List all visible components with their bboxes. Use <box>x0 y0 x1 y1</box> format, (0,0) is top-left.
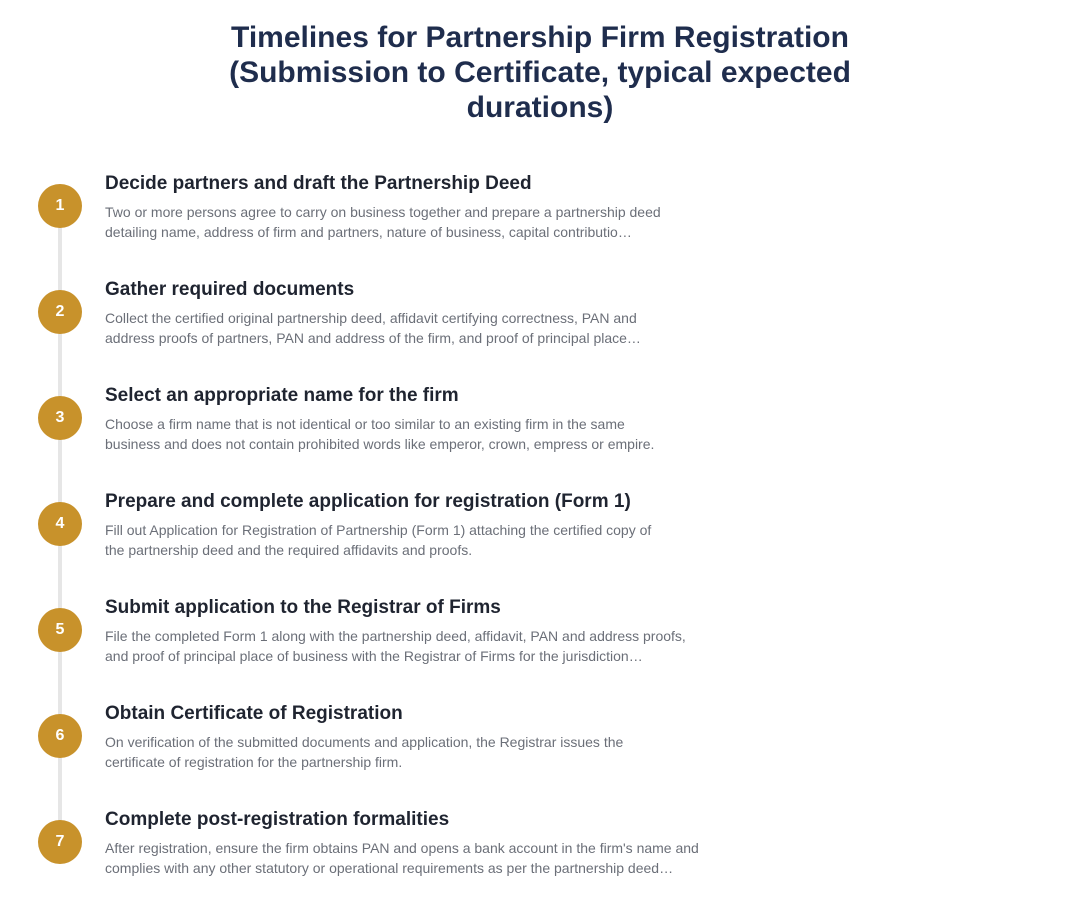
title-line: Timelines for Partnership Firm Registration <box>231 21 849 54</box>
timeline-step-5 <box>0 596 1080 676</box>
timeline-step-1 <box>0 172 1080 252</box>
step-title: Prepare and complete application for registration (Form 1) <box>105 491 631 512</box>
step-description <box>105 308 745 348</box>
step-description-line: Fill out Application for Registration of Partnership (Form 1) attaching the certified copy of <box>105 522 652 538</box>
step-description-line: detailing name, address of firm and partners, nature of business, capital contributio… <box>105 224 632 240</box>
step-description <box>105 202 745 242</box>
step-description-line: Two or more persons agree to carry on business together and prepare a partnership deed <box>105 204 661 220</box>
step-title: Decide partners and draft the Partnership Deed <box>105 173 532 194</box>
step-number-badge: 4 <box>38 502 82 546</box>
timeline-step-3 <box>0 384 1080 464</box>
step-description-line: complies with any other statutory or operational requirements as per the partnership deed… <box>105 860 674 876</box>
step-number-badge: 3 <box>38 396 82 440</box>
step-description-line: On verification of the submitted documents and application, the Registrar issues the <box>105 734 624 750</box>
step-description <box>105 520 745 560</box>
step-title: Complete post-registration formalities <box>105 809 450 830</box>
step-description-line: business and does not contain prohibited words like emperor, crown, empress or empire. <box>105 436 655 452</box>
step-description-line: Collect the certified original partnership deed, affidavit certifying correctness, PAN and <box>105 310 637 326</box>
timeline-step-6 <box>0 702 1080 782</box>
step-title: Obtain Certificate of Registration <box>105 703 403 724</box>
step-description <box>105 626 745 666</box>
step-title: Submit application to the Registrar of Firms <box>105 597 501 618</box>
step-description-line: and proof of principal place of business with the Registrar of Firms for the jurisdiction… <box>105 648 643 664</box>
step-description-line: address proofs of partners, PAN and address of the firm, and proof of principal place… <box>105 330 641 346</box>
step-description <box>105 838 745 878</box>
page-title <box>0 20 1080 125</box>
step-description-line: After registration, ensure the firm obtains PAN and opens a bank account in the firm's name and <box>105 840 699 856</box>
step-description-line: the partnership deed and the required affidavits and proofs. <box>105 542 473 558</box>
step-title: Select an appropriate name for the firm <box>105 385 459 406</box>
timeline-step-7 <box>0 808 1080 888</box>
step-description-line: File the completed Form 1 along with the partnership deed, affidavit, PAN and address proofs, <box>105 628 686 644</box>
step-description-line: Choose a firm name that is not identical or too similar to an existing firm in the same <box>105 416 625 432</box>
step-number-badge: 5 <box>38 608 82 652</box>
step-number-badge: 2 <box>38 290 82 334</box>
step-description-line: certificate of registration for the partnership firm. <box>105 754 403 770</box>
timeline-step-2 <box>0 278 1080 358</box>
timeline-step-4 <box>0 490 1080 570</box>
step-number-badge: 1 <box>38 184 82 228</box>
title-line: durations) <box>466 91 614 124</box>
step-number-badge: 6 <box>38 714 82 758</box>
title-line: (Submission to Certificate, typical expected <box>229 56 851 89</box>
step-number-badge: 7 <box>38 820 82 864</box>
step-description <box>105 414 745 454</box>
step-title: Gather required documents <box>105 279 355 300</box>
step-description <box>105 732 745 772</box>
